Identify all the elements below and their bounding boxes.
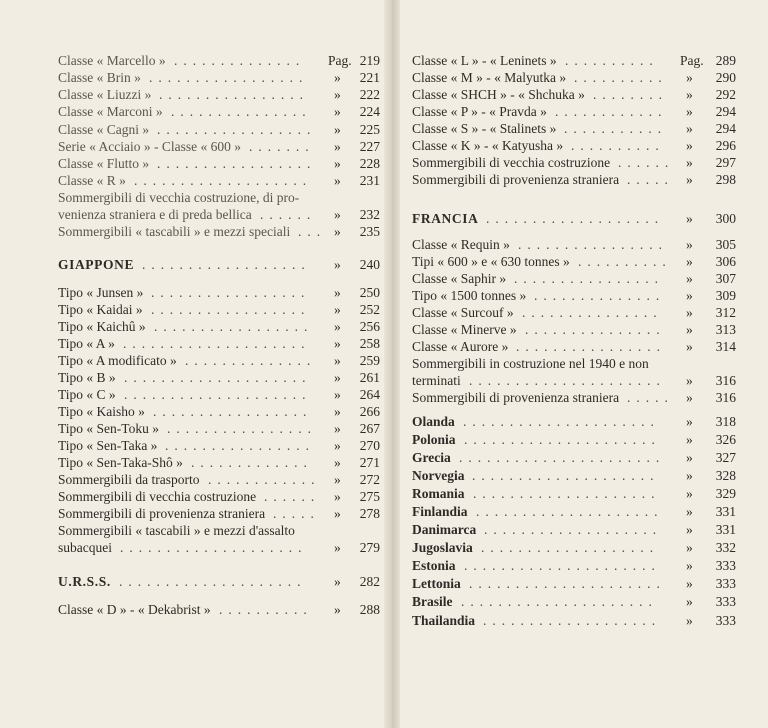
page-number: 333 <box>715 613 736 628</box>
toc-entry <box>412 304 736 321</box>
entry-title: Classe « Requin » <box>412 237 510 252</box>
page-number: 313 <box>715 322 736 337</box>
dot-leader: ............... <box>522 305 663 320</box>
page-number: 290 <box>715 70 736 85</box>
toc-entry <box>412 413 736 430</box>
toc-entry <box>58 522 380 539</box>
entry-title: Classe « Marconi » <box>58 104 163 119</box>
page-ref-mark: » <box>686 414 693 429</box>
toc-entry <box>58 403 380 420</box>
dot-leader: ..... <box>273 506 320 521</box>
toc-entry <box>58 318 380 335</box>
page-number: 332 <box>715 540 736 555</box>
toc-entry <box>58 539 380 556</box>
entry-title: Classe « S » - « Stalinets » <box>412 121 557 136</box>
page-number: 231 <box>359 173 380 188</box>
page-number: 329 <box>715 486 736 501</box>
toc-entry <box>58 335 380 352</box>
entry-title: Classe « R » <box>58 173 126 188</box>
page-number: 331 <box>715 504 736 519</box>
entry-title: Tipo « C » <box>58 387 116 402</box>
dot-leader: ..................... <box>464 558 661 573</box>
dot-leader: ................. <box>154 319 314 334</box>
page-number: 219 <box>359 53 380 68</box>
section-title: GIAPPONE <box>58 257 135 272</box>
page-ref-mark: » <box>334 257 341 272</box>
page-ref-mark: » <box>334 602 341 617</box>
entry-title: Brasile <box>412 594 453 609</box>
page-number: 250 <box>359 285 380 300</box>
toc-entry <box>58 69 380 86</box>
page-ref-mark: » <box>686 305 693 320</box>
entry-title: Classe « Aurore » <box>412 339 509 354</box>
toc-entry <box>412 270 736 287</box>
page-ref-mark: » <box>334 87 341 102</box>
toc-entry <box>58 301 380 318</box>
page-ref-mark: » <box>686 613 693 628</box>
entry-title: Lettonia <box>412 576 461 591</box>
toc-entry <box>58 471 380 488</box>
page-ref-mark: » <box>686 104 693 119</box>
toc-entry <box>58 420 380 437</box>
entry-title: Estonia <box>412 558 456 573</box>
dot-leader: ................. <box>157 122 317 137</box>
page-number: 316 <box>715 373 736 388</box>
page-number: 221 <box>359 70 380 85</box>
toc-entry <box>58 103 380 120</box>
dot-leader: .............. <box>174 53 306 68</box>
page-ref-mark: » <box>686 594 693 609</box>
toc-entry <box>412 575 736 592</box>
page-number: 224 <box>359 104 380 119</box>
page-ref-mark: » <box>334 336 341 351</box>
page-ref-mark: » <box>334 285 341 300</box>
page-ref-mark: » <box>686 504 693 519</box>
dot-leader: .......... <box>565 53 659 68</box>
dot-leader: .................... <box>473 486 661 501</box>
dot-leader: ..... <box>627 172 674 187</box>
dot-leader: .......... <box>578 254 672 269</box>
entry-title: Sommergibili in costruzione nel 1940 e non <box>412 356 649 371</box>
dot-leader: ...... <box>618 155 675 170</box>
entry-title: Tipo « Junsen » <box>58 285 144 300</box>
page-ref-mark: » <box>686 254 693 269</box>
entry-title: Jugoslavia <box>412 540 473 555</box>
dot-leader: ................ <box>516 339 666 354</box>
page-ref-mark: » <box>686 339 693 354</box>
page-ref-mark: » <box>334 302 341 317</box>
page-gutter <box>384 0 400 728</box>
section-title: FRANCIA <box>412 211 479 226</box>
toc-entry <box>412 467 736 484</box>
toc-entry <box>412 485 736 502</box>
toc-entry <box>412 557 736 574</box>
page-ref-mark: » <box>334 104 341 119</box>
toc-entry <box>412 449 736 466</box>
entry-title: Sommergibili di provenienza straniera <box>58 506 266 521</box>
toc-entry <box>58 386 380 403</box>
entry-title: terminati <box>412 373 461 388</box>
dot-leader: ..................... <box>469 373 666 388</box>
page-number: 235 <box>359 224 380 239</box>
toc-entry <box>412 253 736 270</box>
page-ref-mark: » <box>686 373 693 388</box>
toc-entry <box>412 137 736 154</box>
entry-title: Danimarca <box>412 522 477 537</box>
page-ref-mark: » <box>334 207 341 222</box>
toc-entry <box>58 223 380 240</box>
page-ref-mark: » <box>334 540 341 555</box>
toc-entry <box>412 236 736 253</box>
dot-leader: ............... <box>171 104 312 119</box>
toc-entry <box>412 154 736 171</box>
dot-leader: ..................... <box>461 594 658 609</box>
page-number: 227 <box>359 139 380 154</box>
page-ref-mark: » <box>334 370 341 385</box>
page-ref-mark: » <box>686 322 693 337</box>
page-number: 297 <box>715 155 736 170</box>
page-number: 267 <box>359 421 380 436</box>
entry-title: venienza straniera e di preda bellica <box>58 207 252 222</box>
toc-entry <box>412 389 736 406</box>
dot-leader: ...... <box>260 207 317 222</box>
page-number: 270 <box>359 438 380 453</box>
page-ref-mark: » <box>686 271 693 286</box>
page-number: 296 <box>715 138 736 153</box>
page-number: 258 <box>359 336 380 351</box>
page-number: 279 <box>359 540 380 555</box>
entry-title: Tipo « Kaisho » <box>58 404 145 419</box>
page-number: 256 <box>359 319 380 334</box>
dot-leader: ..................... <box>464 432 661 447</box>
entry-title: Tipo « 1500 tonnes » <box>412 288 527 303</box>
page-ref-mark: » <box>686 558 693 573</box>
dot-leader: ................... <box>483 613 662 628</box>
entry-title: Sommergibili « tascabili » e mezzi speciali <box>58 224 291 239</box>
entry-title: Classe « Minerve » <box>412 322 517 337</box>
toc-entry <box>58 206 380 223</box>
dot-leader: ..... <box>627 390 674 405</box>
entry-title: Sommergibili di vecchia costruzione <box>412 155 611 170</box>
page-number: 261 <box>359 370 380 385</box>
toc-entry <box>412 521 736 538</box>
dot-leader: ................. <box>151 302 311 317</box>
page-number: 288 <box>359 602 380 617</box>
dot-leader: .................... <box>476 504 664 519</box>
page-number: 294 <box>715 104 736 119</box>
entry-title: Classe « Liuzzi » <box>58 87 152 102</box>
entry-title: Classe « L » - « Leninets » <box>412 53 557 68</box>
toc-entry <box>58 86 380 103</box>
dot-leader: ................ <box>514 271 664 286</box>
page-number: 292 <box>715 87 736 102</box>
entry-title: Grecia <box>412 450 451 465</box>
entry-title: Classe « P » - « Pravda » <box>412 104 547 119</box>
toc-entry <box>412 86 736 103</box>
toc-entry <box>58 155 380 172</box>
page-number: 289 <box>715 53 736 68</box>
page-number: 326 <box>715 432 736 447</box>
page-number: 307 <box>715 271 736 286</box>
dot-leader: ............. <box>191 455 313 470</box>
page-number: 333 <box>715 594 736 609</box>
page-number: 316 <box>715 390 736 405</box>
page-ref-mark: » <box>686 522 693 537</box>
dot-leader: ... <box>298 224 327 239</box>
pag-label: Pag. <box>328 53 352 68</box>
dot-leader: .............. <box>534 288 666 303</box>
entry-title: Classe « Saphir » <box>412 271 507 286</box>
page-ref-mark: » <box>686 87 693 102</box>
dot-leader: ................... <box>486 211 665 226</box>
page-ref-mark: » <box>334 70 341 85</box>
page-ref-mark: » <box>686 486 693 501</box>
entry-title: Norvegia <box>412 468 465 483</box>
dot-leader: ..................... <box>469 576 666 591</box>
dot-leader: .................... <box>119 574 307 589</box>
page-number: 266 <box>359 404 380 419</box>
toc-entry <box>412 355 736 372</box>
page-number: 305 <box>715 237 736 252</box>
page-number: 225 <box>359 122 380 137</box>
page-number: 314 <box>715 339 736 354</box>
entry-title: Sommergibili di provenienza straniera <box>412 172 620 187</box>
toc-section-heading <box>58 573 380 590</box>
page-number: 312 <box>715 305 736 320</box>
page-number: 232 <box>359 207 380 222</box>
entry-title: Tipi « 600 » e « 630 tonnes » <box>412 254 570 269</box>
dot-leader: ...................... <box>459 450 666 465</box>
dot-leader: ..................... <box>463 414 660 429</box>
page-ref-mark: » <box>334 173 341 188</box>
dot-leader: .................... <box>123 336 311 351</box>
toc-entry <box>58 505 380 522</box>
dot-leader: ................ <box>167 421 317 436</box>
dot-leader: ................ <box>518 237 668 252</box>
toc-section-heading <box>412 210 736 227</box>
page-number: 318 <box>715 414 736 429</box>
page-number: 228 <box>359 156 380 171</box>
toc-entry <box>412 52 736 69</box>
entry-title: Classe « K » - « Katyusha » <box>412 138 564 153</box>
toc-entry <box>412 120 736 137</box>
dot-leader: ................. <box>151 285 311 300</box>
entry-title: Sommergibili di vecchia costruzione, di pro- <box>58 190 300 205</box>
page-ref-mark: » <box>334 353 341 368</box>
toc-entry <box>58 138 380 155</box>
page-ref-mark: » <box>686 172 693 187</box>
entry-title: Sommergibili di provenienza straniera <box>412 390 620 405</box>
page-ref-mark: » <box>334 122 341 137</box>
dot-leader: .................. <box>142 257 311 272</box>
toc-entry <box>412 171 736 188</box>
page-number: 306 <box>715 254 736 269</box>
page-number: 240 <box>359 257 380 272</box>
dot-leader: ............ <box>555 104 668 119</box>
toc-entry <box>58 172 380 189</box>
dot-leader: ...... <box>264 489 321 504</box>
dot-leader: ................... <box>481 540 660 555</box>
page-number: 331 <box>715 522 736 537</box>
page-number: 333 <box>715 558 736 573</box>
toc-entry <box>412 372 736 389</box>
page-ref-mark: » <box>686 70 693 85</box>
dot-leader: ................ <box>159 87 309 102</box>
page-number: 294 <box>715 121 736 136</box>
dot-leader: .................... <box>124 370 312 385</box>
page-number: 309 <box>715 288 736 303</box>
pag-label: Pag. <box>680 53 704 68</box>
toc-entry <box>58 601 380 618</box>
page-number: 272 <box>359 472 380 487</box>
entry-title: Classe « Surcouf » <box>412 305 514 320</box>
page-ref-mark: » <box>686 432 693 447</box>
page-ref-mark: » <box>686 390 693 405</box>
dot-leader: .................... <box>120 540 308 555</box>
entry-title: Classe « Flutto » <box>58 156 150 171</box>
page-ref-mark: » <box>334 139 341 154</box>
entry-title: Thailandia <box>412 613 476 628</box>
toc-entry <box>412 321 736 338</box>
entry-title: Sommergibili di vecchia costruzione <box>58 489 257 504</box>
toc-section-heading <box>58 256 380 273</box>
toc-entry <box>58 369 380 386</box>
page-number: 278 <box>359 506 380 521</box>
entry-title: Tipo « A modificato » <box>58 353 177 368</box>
entry-title: Tipo « Sen-Taka » <box>58 438 158 453</box>
page-number: 259 <box>359 353 380 368</box>
page-number: 328 <box>715 468 736 483</box>
dot-leader: ........ <box>593 87 668 102</box>
dot-leader: ................. <box>149 70 309 85</box>
page-number: 333 <box>715 576 736 591</box>
page-ref-mark: » <box>686 121 693 136</box>
page-number: 298 <box>715 172 736 187</box>
toc-entry <box>412 338 736 355</box>
page-ref-mark: » <box>334 387 341 402</box>
dot-leader: ................... <box>484 522 663 537</box>
dot-leader: ........... <box>564 121 668 136</box>
dot-leader: ................... <box>134 173 313 188</box>
dot-leader: .............. <box>185 353 317 368</box>
page-ref-mark: » <box>334 404 341 419</box>
entry-title: Olanda <box>412 414 455 429</box>
dot-leader: .................... <box>124 387 312 402</box>
toc-entry <box>58 189 380 206</box>
entry-title: Tipo « A » <box>58 336 115 351</box>
dot-leader: ....... <box>249 139 315 154</box>
dot-leader: ................. <box>157 156 317 171</box>
page-ref-mark: » <box>334 472 341 487</box>
entry-title: Classe « Brin » <box>58 70 141 85</box>
entry-title: Polonia <box>412 432 456 447</box>
page-ref-mark: » <box>686 576 693 591</box>
toc-entry <box>58 454 380 471</box>
entry-title: Tipo « Sen-Toku » <box>58 421 159 436</box>
entry-title: Classe « M » - « Malyutka » <box>412 70 567 85</box>
entry-title: subacquei <box>58 540 112 555</box>
page-ref-mark: » <box>686 540 693 555</box>
page-ref-mark: » <box>686 450 693 465</box>
dot-leader: ................ <box>165 438 315 453</box>
page-number: 275 <box>359 489 380 504</box>
dot-leader: ............... <box>525 322 666 337</box>
toc-entry <box>412 539 736 556</box>
entry-title: Tipo « Kaidai » <box>58 302 143 317</box>
page-number: 222 <box>359 87 380 102</box>
entry-title: Classe « Cagni » <box>58 122 150 137</box>
page-number: 300 <box>715 211 736 226</box>
entry-title: Romania <box>412 486 465 501</box>
page-ref-mark: » <box>686 211 693 226</box>
entry-title: Sommergibili da trasporto <box>58 472 200 487</box>
toc-entry <box>58 488 380 505</box>
section-title: U.R.S.S. <box>58 574 111 589</box>
entry-title: Tipo « Sen-Taka-Shô » <box>58 455 183 470</box>
page-ref-mark: » <box>686 155 693 170</box>
page-ref-mark: » <box>334 319 341 334</box>
toc-entry <box>58 352 380 369</box>
page-number: 271 <box>359 455 380 470</box>
page-ref-mark: » <box>334 421 341 436</box>
page-ref-mark: » <box>334 506 341 521</box>
entry-title: Sommergibili « tascabili » e mezzi d'assalto <box>58 523 295 538</box>
entry-title: Classe « D » - « Dekabrist » <box>58 602 211 617</box>
toc-entry <box>412 431 736 448</box>
page-number: 282 <box>359 574 380 589</box>
page-number: 327 <box>715 450 736 465</box>
dot-leader: .................... <box>472 468 660 483</box>
page-ref-mark: » <box>334 574 341 589</box>
dot-leader: ............ <box>208 472 321 487</box>
page-number: 252 <box>359 302 380 317</box>
toc-entry <box>412 503 736 520</box>
toc-entry <box>412 69 736 86</box>
page-ref-mark: » <box>334 438 341 453</box>
entry-title: Finlandia <box>412 504 468 519</box>
dot-leader: .......... <box>571 138 665 153</box>
toc-entry <box>412 103 736 120</box>
toc-entry <box>412 593 736 610</box>
dot-leader: ................. <box>153 404 313 419</box>
dot-leader: .......... <box>574 70 668 85</box>
page-ref-mark: » <box>334 156 341 171</box>
page-ref-mark: » <box>334 489 341 504</box>
entry-title: Classe « SHCH » - « Shchuka » <box>412 87 585 102</box>
entry-title: Tipo « B » <box>58 370 116 385</box>
toc-entry <box>58 284 380 301</box>
toc-entry <box>58 52 380 69</box>
page-ref-mark: » <box>686 237 693 252</box>
toc-entry <box>412 612 736 629</box>
toc-entry <box>58 437 380 454</box>
page-number: 264 <box>359 387 380 402</box>
page-ref-mark: » <box>334 224 341 239</box>
page-ref-mark: » <box>686 138 693 153</box>
dot-leader: .......... <box>219 602 313 617</box>
entry-title: Serie « Acciaio » - Classe « 600 » <box>58 139 241 154</box>
entry-title: Tipo « Kaichû » <box>58 319 146 334</box>
page-ref-mark: » <box>686 288 693 303</box>
entry-title: Classe « Marcello » <box>58 53 166 68</box>
page-ref-mark: » <box>334 455 341 470</box>
page-ref-mark: » <box>686 468 693 483</box>
toc-entry <box>412 287 736 304</box>
toc-entry <box>58 121 380 138</box>
